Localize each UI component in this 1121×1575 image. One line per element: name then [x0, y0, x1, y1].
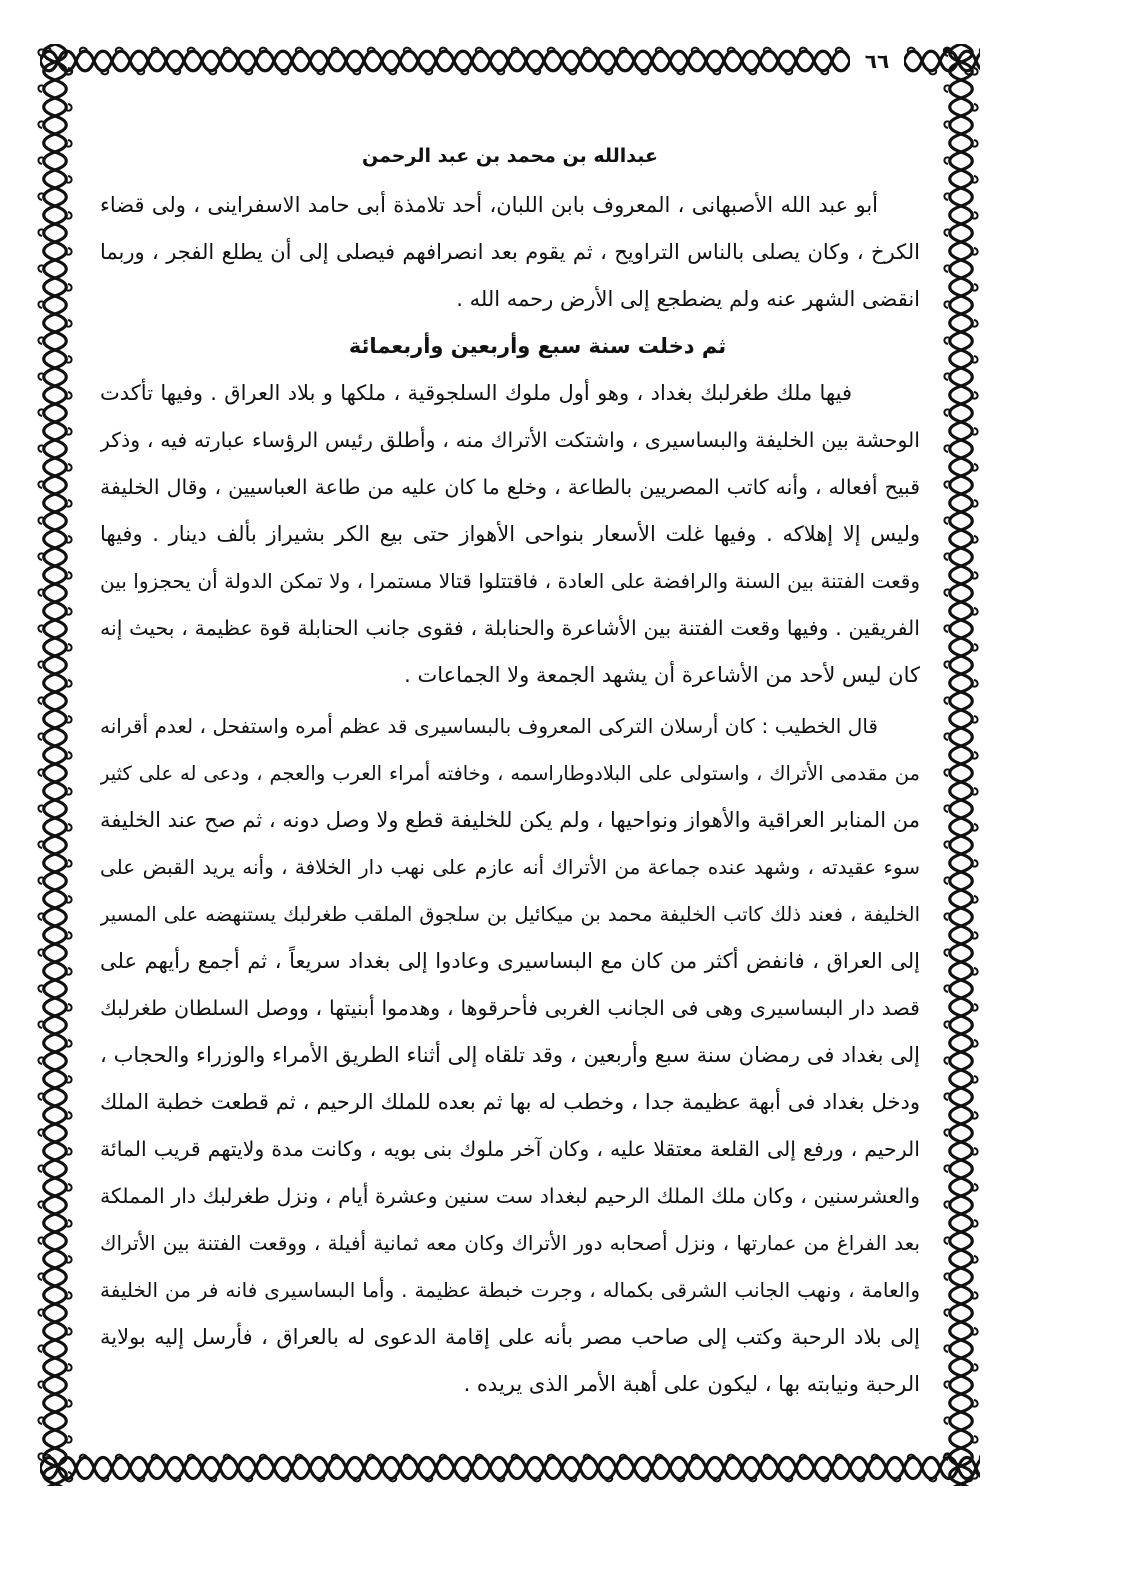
- paragraph-line: إلى العراق ، فانفض أكثر من كان مع البساسيرى وعادوا إلى بغداد سريعاً ، ثم أجمع رأيهم على: [100, 949, 920, 973]
- paragraph-line: أبو عبد الله الأصبهانى ، المعروف بابن اللبان، أحد تلامذة أبى حامد الاسفراينى ، ولى قضاء: [100, 193, 878, 217]
- paragraph-line: إلى بلاد الرحبة وكتب إلى صاحب مصر بأنه على إقامة الدعوى له بالعراق ، فأرسل إليه بولاية: [100, 1325, 920, 1349]
- border-right: [938, 44, 984, 1486]
- paragraph-line: الخليفة ، فعند ذلك كاتب الخليفة محمد بن ميكائيل بن سلجوق الملقب طغرلبك يستنهضه على المسير: [100, 903, 920, 926]
- paragraph-line: إلى بغداد فى رمضان سنة سبع وأربعين ، وقد تلقاه إلى أثناء الطريق الأمراء والوزراء والحجاب ،: [100, 1043, 920, 1067]
- page-number: ٦٦: [850, 44, 904, 78]
- paragraph-line: والعشرسنين ، وكان ملك الملك الرحيم لبغداد ست سنين وعشرة أيام ، ونزل طغرلبك دار المملكة: [100, 1184, 920, 1208]
- border-bottom: [40, 1450, 980, 1486]
- year-heading: ثم دخلت سنة سبع وأربعين وأربعمائة: [348, 334, 727, 358]
- paragraph-line: قصد دار البساسيرى وهى فى الجانب الغربى فأحرقوها ، وهدموا أبنيتها ، ووصل السلطان طغرلبك: [100, 996, 920, 1020]
- entry-heading: عبدالله بن محمد بن عبد الرحمن: [361, 145, 659, 167]
- paragraph-line: وقعت الفتنة بين السنة والرافضة على العادة ، فاقتتلوا قتالا مستمرا ، ولا تمكن الدولة أن يحجزوا بين: [100, 569, 920, 593]
- border-top: [40, 44, 980, 78]
- paragraph-line: الرحيم ، ورفع إلى القلعة معتقلا عليه ، وكان آخر ملوك بنى بويه ، وكانت مدة ولايتهم قريب المائة: [100, 1137, 920, 1161]
- paragraph-line: من مقدمى الأتراك ، واستولى على البلادوطاراسمه ، وخافته أمراء العرب والعجم ، ودعى له على كثير: [100, 762, 920, 785]
- paragraph-line: الفريقين . وفيها وقعت الفتنة بين الأشاعرة والحنابلة ، فقوى جانب الحنابلة قوة عظيمة ، بحيث إنه: [100, 616, 920, 640]
- border-left: [32, 44, 78, 1486]
- paragraph-line: سوء عقيدته ، وشهد عنده جماعة من الأتراك أنه عازم على نهب دار الخلافة ، وأنه يريد القبض على: [100, 855, 920, 879]
- paragraph-line: الرحبة ونيابته بها ، ليكون على أهبة الأمر الذى يريده .: [463, 1372, 920, 1396]
- paragraph-line: فيها ملك طغرلبك بغداد ، وهو أول ملوك السلجوقية ، ملكها و بلاد العراق . وفيها تأكدت: [100, 381, 852, 405]
- paragraph-line: من المنابر العراقية والأهواز ونواحيها ، ولم يكن للخليفة قطع ولا وصل دونه ، ثم صح عند الخليفة: [100, 808, 920, 832]
- paragraph-line: انقضى الشهر عنه ولم يضطجع إلى الأرض رحمه الله .: [456, 287, 920, 311]
- paragraph-line: قبيح أفعاله ، وأنه كاتب المصريين بالطاعة ، وخلع ما كان عليه من طاعة العباسيين ، وقال الخليفة: [100, 475, 920, 499]
- paragraph-line: بعد الفراغ من عمارتها ، ونزل أصحابه دور الأتراك وكان معه ثمانية أفيلة ، ووقعت الفتنة بين الأتراك: [100, 1231, 920, 1255]
- paragraph-line: الوحشة بين الخليفة والبساسيرى ، واشتكت الأتراك منه ، وأطلق رئيس الرؤساء عبارته فيه ، وذكر: [100, 428, 920, 452]
- paragraph-line: والعامة ، ونهب الجانب الشرقى بكماله ، وجرت خبطة عظيمة . وأما البساسيرى فانه فر من الخليفة: [100, 1278, 920, 1302]
- body-text: [100, 182, 920, 1408]
- paragraph-line: قال الخطيب : كان أرسلان التركى المعروف بالبساسيرى قد عظم أمره واستفحل ، لعدم أقرانه: [100, 714, 878, 738]
- paragraph-line: وليس إلا إهلاكه . وفيها غلت الأسعار بنواحى الأهواز حتى بيع الكر بشيراز بألف دينار . وفيها: [100, 522, 920, 546]
- paragraph-line: الكرخ ، وكان يصلى بالناس التراويح ، ثم يقوم بعد انصرافهم فيصلى إلى أن يطلع الفجر ، وربما: [100, 240, 920, 264]
- paragraph-line: كان ليس لأحد من الأشاعرة أن يشهد الجمعة ولا الجماعات .: [404, 663, 920, 687]
- paragraph-line: ودخل بغداد فى أبهة عظيمة جدا ، وخطب له بها ثم بعده للملك الرحيم ، ثم قطعت خطبة الملك: [100, 1090, 920, 1114]
